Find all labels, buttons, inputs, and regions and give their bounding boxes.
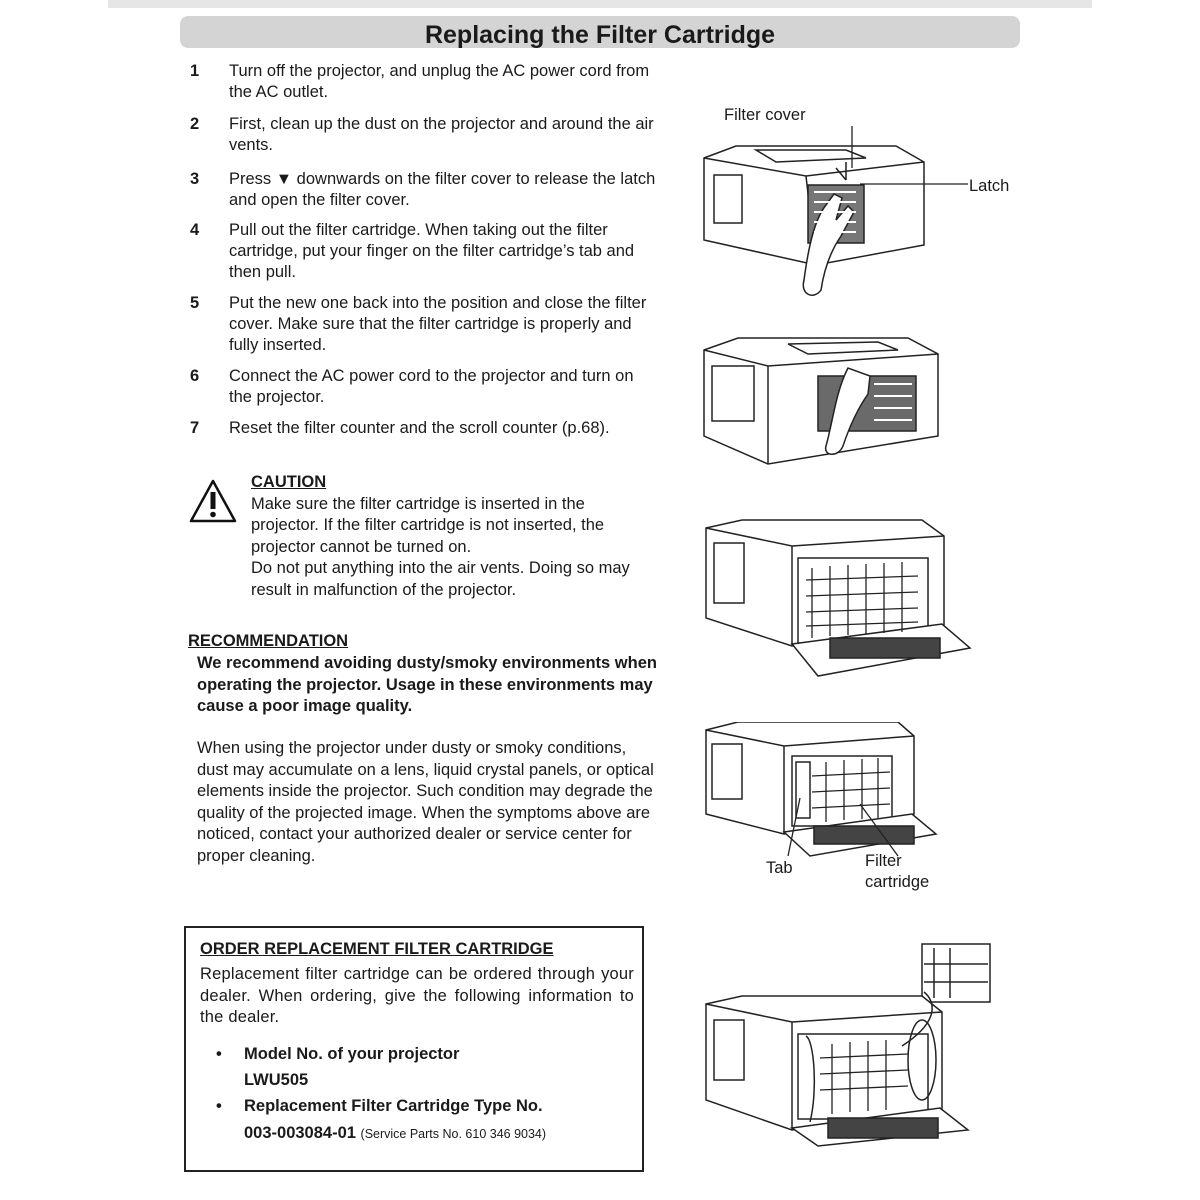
top-rule [108, 0, 1092, 8]
bullet-dot: • [216, 1045, 222, 1063]
title-bar [180, 16, 1020, 48]
model-number: LWU505 [244, 1071, 309, 1089]
step-number: 6 [190, 367, 200, 385]
warning-triangle-icon [188, 478, 238, 524]
order-text: Replacement filter cartridge can be ordered through your dealer. When ordering, give the following information to the dealer. [200, 965, 634, 1026]
step-text: Reset the filter counter and the scroll counter (p.68). [229, 419, 610, 437]
step-number: 1 [190, 62, 200, 80]
caution-heading: CAUTION [251, 473, 327, 491]
step-text: Put the new one back into the position and close the filter cover. Make sure that the filter cartridge is properly and fully inserted. [229, 294, 647, 354]
service-parts-number: (Service Parts No. 610 346 9034) [360, 1127, 547, 1141]
caution-block [251, 472, 651, 601]
recommendation-text: When using the projector under dusty or smoky conditions, dust may accumulate on a lens, liquid crystal panels, or optical elements inside the projector. Such condition may degrade the quality of the projected image. When the symptoms above are noticed, contact your authorized dealer or service center for proper cleaning. [197, 739, 654, 865]
figure-insert-cartridge [702, 940, 992, 1150]
tab-label: Tab [766, 859, 793, 877]
filter-label: Filter [865, 852, 902, 870]
figure-close-cover [698, 336, 943, 466]
step-number: 4 [190, 221, 200, 239]
step-number: 5 [190, 294, 200, 312]
type-number: 003-003084-01 [244, 1124, 356, 1142]
recommendation-bold-text: We recommend avoiding dusty/smoky environments when operating the projector. Usage in these environments may cause a poor image quality. [197, 654, 657, 715]
step-text: First, clean up the dust on the projector and around the air vents. [229, 115, 654, 154]
step-text: Connect the AC power cord to the projector and turn on the projector. [229, 367, 634, 406]
step-text: Press ▼ downwards on the filter cover to release the latch and open the filter cover. [229, 170, 656, 209]
step-number: 3 [190, 170, 200, 188]
order-box [184, 926, 644, 1172]
type-number-line [244, 1124, 546, 1143]
step-text: Turn off the projector, and unplug the AC power cord from the AC outlet. [229, 62, 650, 101]
step-number: 7 [190, 419, 200, 437]
model-bullet-label: Model No. of your projector [244, 1045, 460, 1063]
callout-lines [850, 122, 970, 192]
filter-cover-label: Filter cover [724, 106, 806, 124]
order-heading: ORDER REPLACEMENT FILTER CARTRIDGE [200, 940, 554, 958]
cartridge-label: cartridge [865, 873, 930, 891]
bullet-dot: • [216, 1097, 222, 1115]
step-number: 2 [190, 115, 200, 133]
type-bullet-label: Replacement Filter Cartridge Type No. [244, 1097, 543, 1115]
recommendation-heading: RECOMMENDATION [188, 632, 349, 650]
page-title: Replacing the Filter Cartridge [424, 21, 776, 49]
figure-filter-tab [702, 722, 938, 860]
figure-open-cover [702, 518, 972, 678]
step-text: Pull out the filter cartridge. When taking out the filter cartridge, put your finger on the filter cartridge’s tab and then pull. [229, 221, 635, 281]
caution-text-2: Do not put anything into the air vents. Doing so may result in malfunction of the projector. [251, 559, 630, 599]
caution-text-1: Make sure the filter cartridge is inserted in the projector. If the filter cartridge is not inserted, the projector cannot be turned on. [251, 494, 605, 556]
latch-label: Latch [969, 177, 1010, 195]
